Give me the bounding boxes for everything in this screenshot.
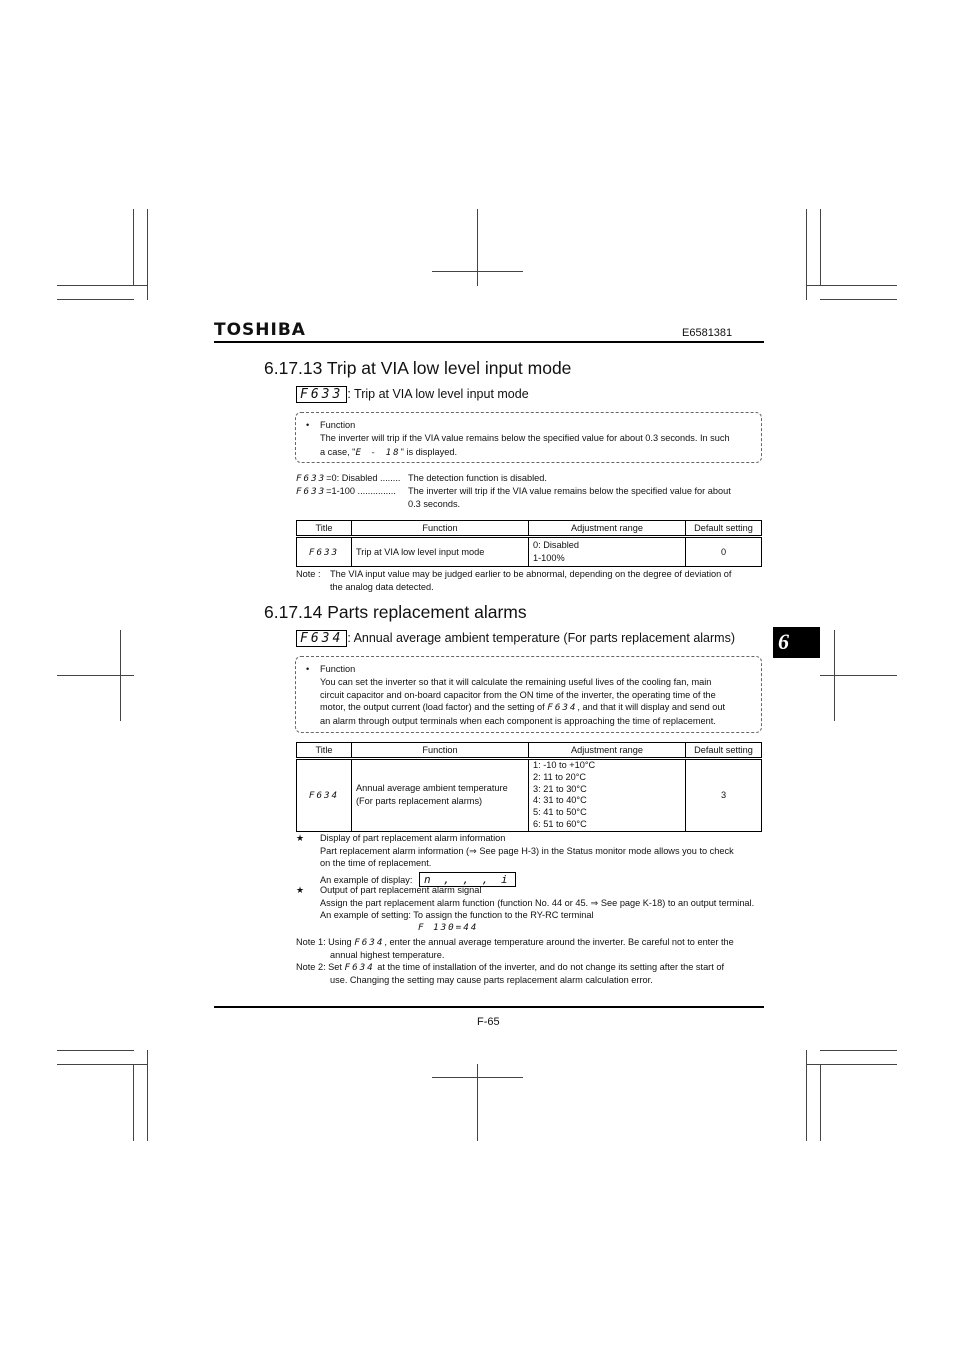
section-heading-6-17-14: 6.17.14 Parts replacement alarms [264,602,527,622]
star-item: Output of part replacement alarm signal Assign the part replacement alarm function (function No. 44 or 45. ⇒ See page K-18) to an output terminal. An example of setting: To assign the function to the RY-RC terminal [320,885,755,921]
chapter-number: 6 [778,629,789,654]
crop-mark [432,271,523,272]
crop-mark [806,209,807,300]
crop-mark [806,1064,897,1065]
crop-mark [477,1064,478,1141]
crop-mark [57,1064,148,1065]
table-row [297,537,762,567]
function-bullet: • [306,420,310,430]
note-1: Note 1: Using F634, enter the annual average temperature around the inverter. Be careful not to enter the [296,937,734,948]
cell-function: Trip at VIA low level input mode [352,537,529,567]
brand-logo: TOSHIBA [214,320,306,340]
cell-range: 0: Disabled 1-100% [529,537,686,567]
col-function: Function [352,743,529,759]
crop-mark [57,1050,134,1051]
col-title: Title [297,521,352,537]
cell-default: 3 [686,759,762,832]
function-line: a case, "E - 18" is displayed. [320,446,458,458]
setting-line: F633=0: Disabled ........ [296,473,401,484]
setting-example-code: F 130=44 [418,922,479,933]
function-line: You can set the inverter so that it will calculate the remaining useful lives of the cooling fan, main [320,677,712,687]
crop-mark [432,1077,523,1078]
crop-mark [147,209,148,300]
note-1-cont: annual highest temperature. [330,950,445,960]
crop-mark [477,209,478,286]
star-icon: ★ [296,833,305,843]
setting-code: F633 [296,486,327,497]
crop-mark [57,285,148,286]
crop-mark [806,285,897,286]
star-item: Display of part replacement alarm information Part replacement alarm information (⇒ See page H-3) in the Status monitor mode allows you to check on the time of replacement. An example of display: n , , , i [320,833,734,886]
table-header-row [297,521,762,537]
param-code: F633 [296,386,347,403]
col-default: Default setting [686,743,762,759]
crop-mark [820,1050,897,1051]
note-text: The VIA input value may be judged earlier to be abnormal, depending on the degree of deviation of the analog data detected. [330,569,732,592]
function-line: circuit capacitor and on-board capacitor from the ON time of the inverter, the operating time of the [320,689,716,700]
function-bullet: • [306,664,310,674]
setting-line: F633=1-100 ............... [296,486,396,497]
setting-desc: The detection function is disabled. [408,473,547,483]
table-row [297,759,762,832]
function-label: Function [320,420,356,430]
note-label: Note : [296,569,321,579]
function-label: Function [320,664,356,674]
param-title-f634 [296,631,735,646]
col-default: Default setting [686,521,762,537]
crop-mark [57,675,134,676]
document-number: E6581381 [682,327,733,339]
note-2: Note 2: Set F634 at the time of installation of the inverter, and do not change its setting after the start of [296,962,725,973]
col-function: Function [352,521,529,537]
error-code: E - 18 [355,446,401,458]
col-title: Title [297,743,352,759]
section-heading-6-17-13: 6.17.13 Trip at VIA low level input mode [264,358,572,378]
setting-desc: The inverter will trip if the VIA value remains below the specified value for about 0.3 seconds. [408,486,731,509]
parameter-table-f634 [296,742,762,832]
crop-mark [57,299,134,300]
function-line: motor, the output current (load factor) and the setting of F634, and that it will display and send out [320,702,726,714]
header-rule [214,341,764,343]
footer-rule [214,1006,764,1008]
page-number: F-65 [477,1016,500,1028]
param-title-text: : Trip at VIA low level input mode [347,387,529,401]
cell-range: 1: -10 to +10°C 2: 11 to 20°C 3: 21 to 30°C 4: 31 to 40°C 5: 41 to 50°C 6: 51 to 60°C [529,759,686,832]
parameter-table-f633 [296,520,762,567]
display-example: n , , , i [419,872,516,887]
function-text [320,432,760,459]
function-text [320,676,725,727]
param-title-text: : Annual average ambient temperature (For parts replacement alarms) [347,631,735,645]
crop-mark [820,209,821,286]
param-title-f633 [296,387,529,402]
note-2-cont: use. Changing the setting may cause parts replacement alarm calculation error. [330,975,653,985]
param-code: F634 [296,630,347,647]
star-icon: ★ [296,885,305,895]
function-line: The inverter will trip if the VIA value remains below the specified value for about 0.3 seconds. In such [320,433,730,443]
cell-title: F633 [297,537,352,567]
col-range: Adjustment range [529,521,686,537]
cell-default: 0 [686,537,762,567]
function-line: an alarm through output terminals when each component is approaching the time of replacement. [320,715,716,726]
crop-mark [820,1064,821,1141]
table-header-row [297,743,762,759]
col-range: Adjustment range [529,743,686,759]
crop-mark [820,299,897,300]
chapter-tab [773,627,820,658]
crop-mark [133,1064,134,1141]
param-code-inline: F634 [547,702,578,714]
cell-function: Annual average ambient temperature (For parts replacement alarms) [352,759,529,832]
crop-mark [820,675,897,676]
cell-title: F634 [297,759,352,832]
crop-mark [133,209,134,286]
setting-code: F633 [296,473,327,484]
